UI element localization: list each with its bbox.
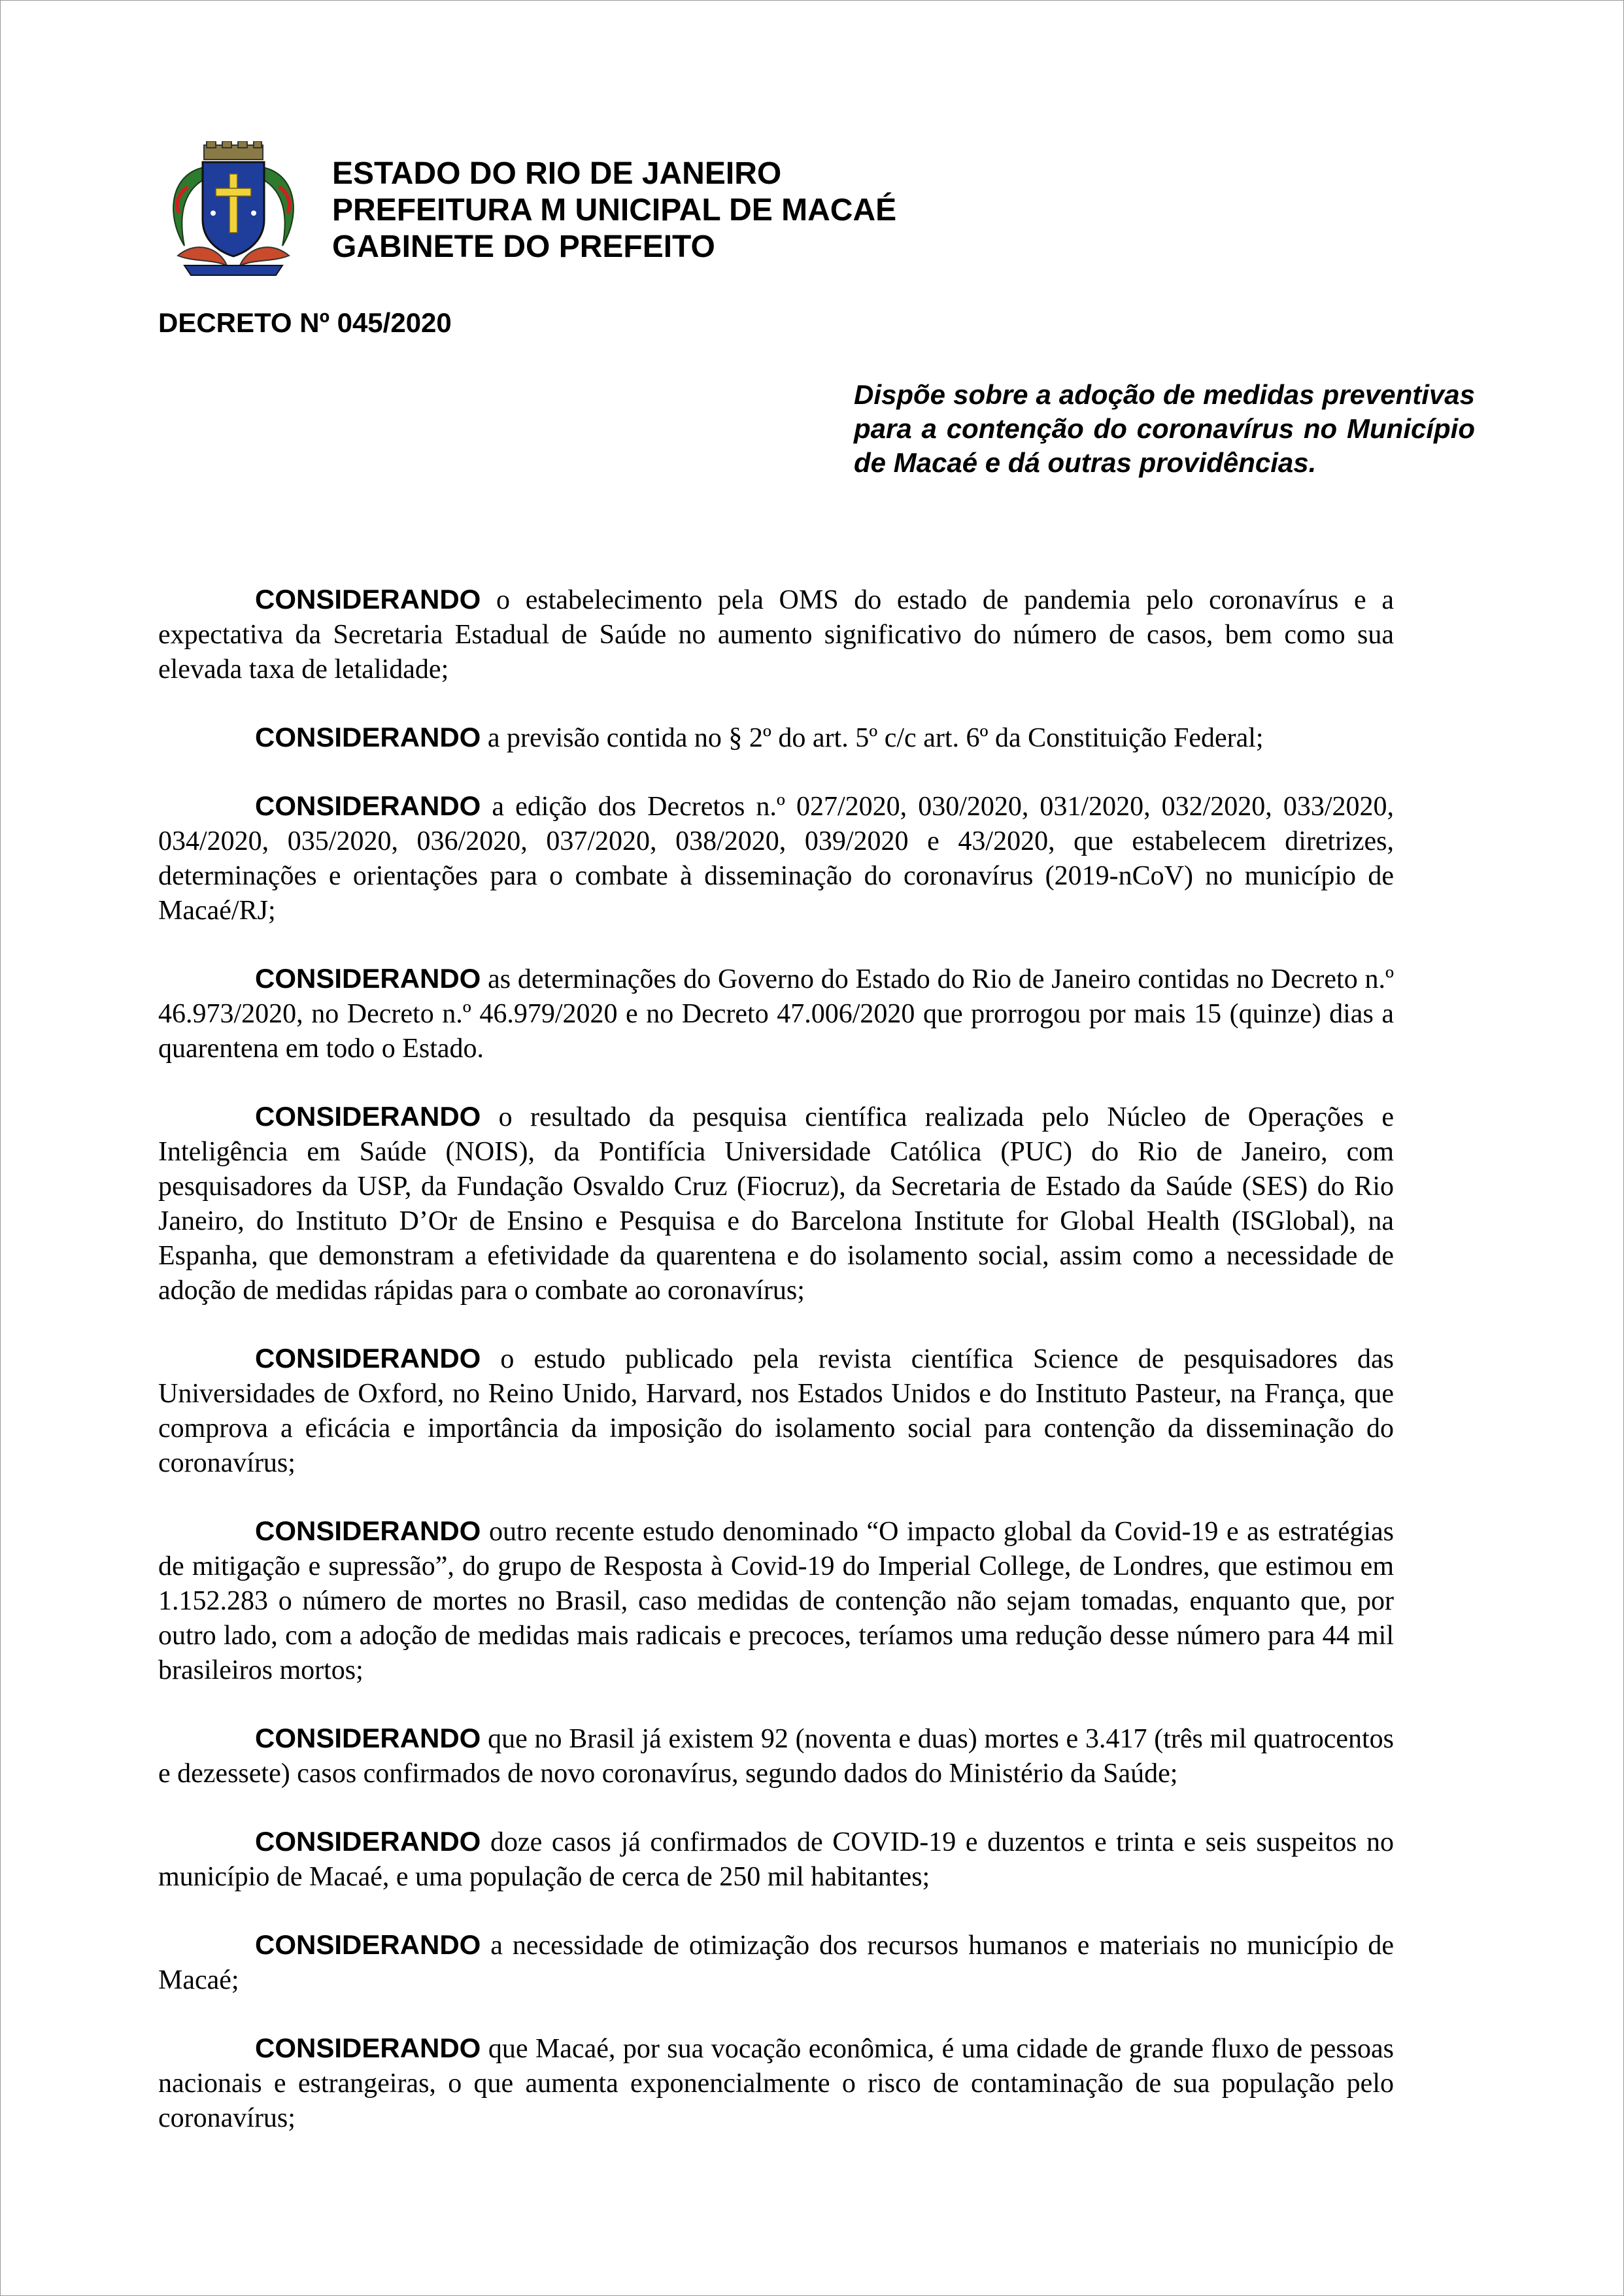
considerando-paragraph: [158, 1099, 1394, 1308]
considerando-keyword: CONSIDERANDO: [255, 1723, 481, 1753]
considerando-keyword: CONSIDERANDO: [255, 1343, 481, 1374]
considerando-keyword: CONSIDERANDO: [255, 790, 481, 821]
considerando-text: que Macaé, por sua vocação econômica, é uma cidade de grande fluxo de pessoas nacionais e estrangeiras, o que aumenta exponencialmente o risco de contaminação de sua população pelo coronavírus;: [158, 2034, 1394, 2133]
considerando-paragraph: [158, 1824, 1394, 1895]
decree-summary: Dispõe sobre a adoção de medidas preventivas para a contenção do coronavírus no Município de Macaé e dá outras providências.: [854, 379, 1475, 478]
considerando-text: o estudo publicado pela revista científica Science de pesquisadores das Universidades de Oxford, no Reino Unido, Harvard, nos Estados Unidos e do Instituto Pasteur, na França, que comprova a eficácia e importância da imposição do isolamento social para contenção da disseminação do coronavírus;: [158, 1344, 1394, 1478]
considerando-keyword: CONSIDERANDO: [255, 2033, 481, 2063]
considerando-keyword: CONSIDERANDO: [255, 722, 481, 752]
macae-coat-of-arms-icon: [158, 141, 309, 279]
considerando-keyword: CONSIDERANDO: [255, 584, 481, 615]
considerando-paragraph: [158, 1927, 1394, 1998]
considerando-text: as determinações do Governo do Estado do Rio de Janeiro contidas no Decreto n.º 46.973/2020, no Decreto n.º 46.979/2020 e no Decreto 47.006/2020 que prorrogou por mais 15 (quinze) dias a quarentena em todo o Estado.: [158, 964, 1394, 1064]
office-name: GABINETE DO PREFEITO: [332, 229, 715, 264]
considerando-paragraph: [158, 1721, 1394, 1791]
considerando-text: o estabelecimento pela OMS do estado de pandemia pelo coronavírus e a expectativa da Secretaria Estadual de Saúde no aumento significativo do número de casos, bem como sua elevada taxa de letalidade;: [158, 585, 1394, 684]
considerando-paragraph: [158, 1341, 1394, 1481]
considerando-keyword: CONSIDERANDO: [255, 1515, 481, 1546]
considerando-text: outro recente estudo denominado “O impacto global da Covid-19 e as estratégias de mitigação e supressão”, do grupo de Resposta à Covid-19 do Imperial College, de Londres, que estimou em 1.152.283 o número de mortes no Brasil, caso medidas de contenção não sejam tomadas, enquanto que, por outro lado, com a adoção de medidas mais radicais e precoces, teríamos uma redução desse número para 44 mil brasileiros mortos;: [158, 1517, 1394, 1685]
municipality-name: PREFEITURA M UNICIPAL DE MACAÉ: [332, 193, 897, 228]
considerando-paragraph: [158, 2031, 1394, 2136]
considerando-paragraph: [158, 720, 1394, 756]
considerando-keyword: CONSIDERANDO: [255, 963, 481, 994]
considerando-keyword: CONSIDERANDO: [255, 1826, 481, 1857]
considerando-keyword: CONSIDERANDO: [255, 1101, 481, 1132]
considerando-text: que no Brasil já existem 92 (noventa e duas) mortes e 3.417 (três mil quatrocentos e dezessete) casos confirmados de novo coronavírus, segundo dados do Ministério da Saúde;: [158, 1724, 1394, 1789]
decree-body: [158, 582, 1394, 2169]
considerando-text: a necessidade de otimização dos recursos humanos e materiais no município de Macaé;: [158, 1931, 1394, 1995]
considerando-paragraph: [158, 961, 1394, 1066]
considerando-keyword: CONSIDERANDO: [255, 1929, 481, 1960]
considerando-paragraph: [158, 582, 1394, 687]
considerando-paragraph: [158, 788, 1394, 928]
decree-number: DECRETO Nº 045/2020: [158, 307, 452, 338]
considerando-paragraph: [158, 1513, 1394, 1688]
considerando-text: o resultado da pesquisa científica realizada pelo Núcleo de Operações e Inteligência em Saúde (NOIS), da Pontifícia Universidade Católica (PUC) do Rio de Janeiro, com pesquisadores da USP, da Fundação Osvaldo Cruz (Fiocruz), da Secretaria de Estado da Saúde (SES) do Rio Janeiro, do Instituto D’Or de Ensino e Pesquisa e do Barcelona Institute for Global Health (ISGlobal), na Espanha, que demonstram a efetividade da quarentena e do isolamento social, assim como a necessidade de adoção de medidas rápidas para o combate ao coronavírus;: [158, 1102, 1394, 1306]
state-name: ESTADO DO RIO DE JANEIRO: [332, 156, 782, 191]
letterhead: [332, 156, 896, 265]
considerando-text: a edição dos Decretos n.º 027/2020, 030/2020, 031/2020, 032/2020, 033/2020, 034/2020, 035/2020, 036/2020, 037/2020, 038/2020, 039/2020 e 43/2020, que estabelecem diretrizes, determinações e orientações para o combate à disseminação do coronavírus (2019-nCoV) no município de Macaé/RJ;: [158, 792, 1394, 926]
considerando-text: a previsão contida no § 2º do art. 5º c/c art. 6º da Constituição Federal;: [481, 723, 1264, 753]
considerando-text: doze casos já confirmados de COVID-19 e duzentos e trinta e seis suspeitos no município de Macaé, e uma população de cerca de 250 mil habitantes;: [158, 1827, 1394, 1892]
